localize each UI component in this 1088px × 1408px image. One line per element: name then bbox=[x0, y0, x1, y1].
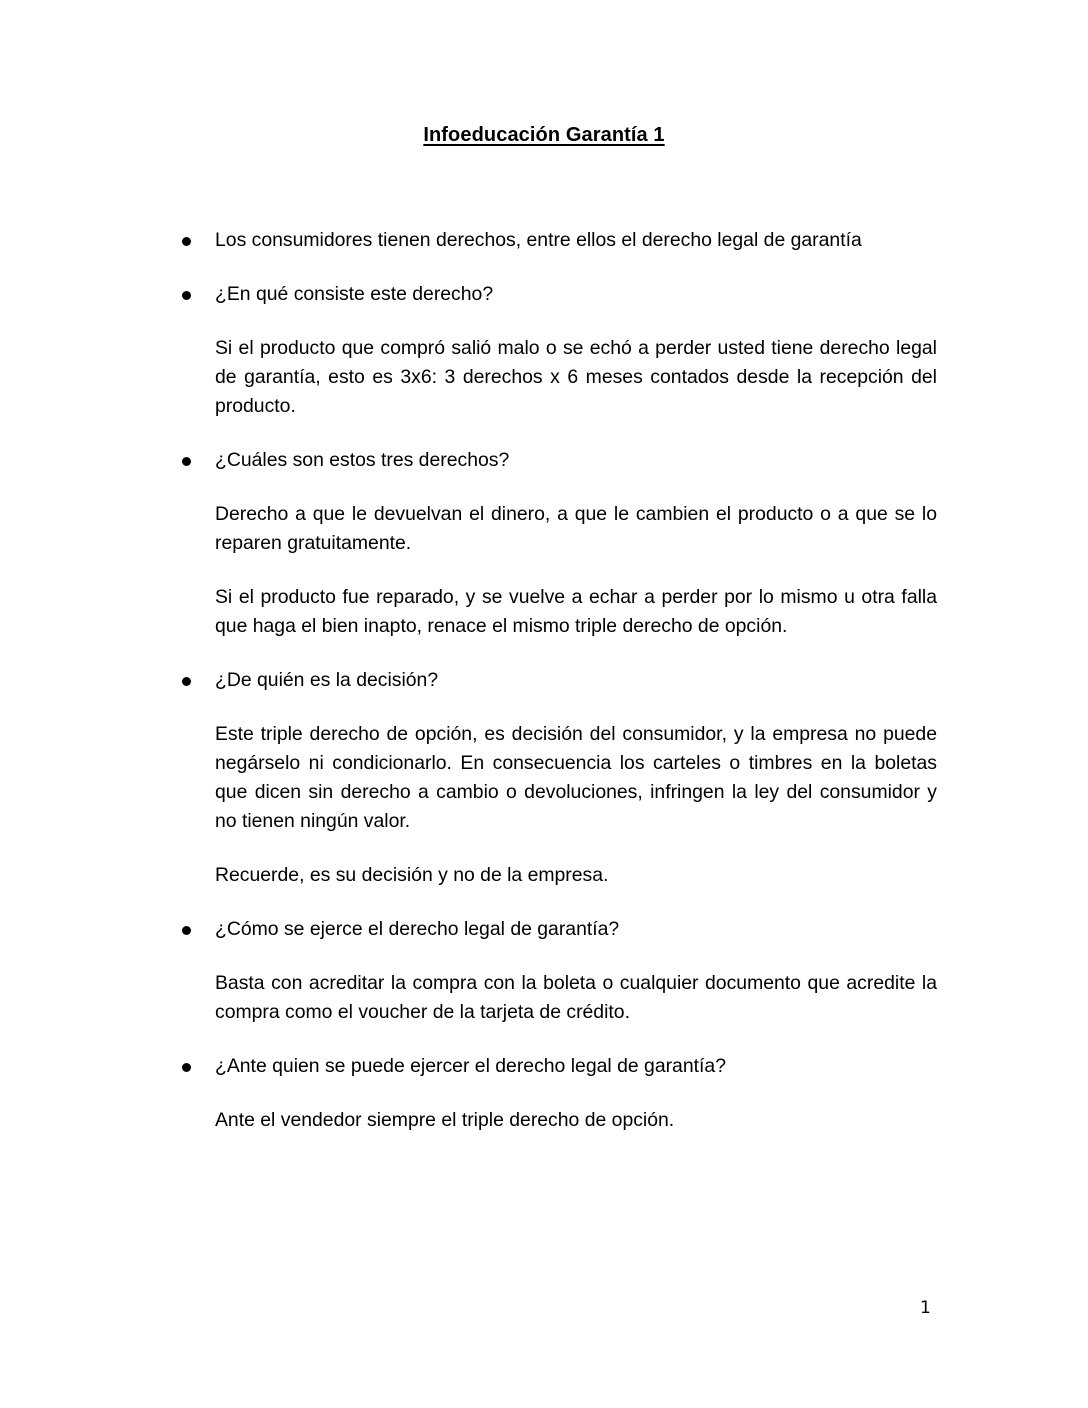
list-item bbox=[215, 280, 937, 421]
bullet-icon bbox=[182, 677, 191, 686]
bullet-icon bbox=[182, 237, 191, 246]
answer-paragraph: Basta con acreditar la compra con la boleta o cualquier documento que acredite la compra como el voucher de la tarjeta de crédito. bbox=[215, 972, 937, 1023]
question-text: ¿De quién es la decisión? bbox=[215, 669, 439, 691]
bullet-icon bbox=[182, 457, 191, 466]
question-text: ¿Cómo se ejerce el derecho legal de garantía? bbox=[215, 918, 620, 940]
answer-paragraph: Si el producto fue reparado, y se vuelve a echar a perder por lo mismo u otra falla que haga el bien inapto, renace el mismo triple derecho de opción. bbox=[215, 586, 937, 637]
page-number: 1 bbox=[920, 1298, 931, 1318]
answer-paragraph: Este triple derecho de opción, es decisión del consumidor, y la empresa no puede negárselo ni condicionarlo. En consecuencia los carteles o timbres en la boletas que dicen sin derecho a cambio o devoluciones, infringen la ley del consumidor y no tienen ningún valor. bbox=[215, 723, 937, 832]
document-title: Infoeducación Garantía 1 bbox=[423, 124, 665, 146]
list-item bbox=[215, 226, 937, 255]
bullet-text: Los consumidores tienen derechos, entre ellos el derecho legal de garantía bbox=[215, 229, 862, 251]
answer-paragraph: Recuerde, es su decisión y no de la empresa. bbox=[215, 864, 609, 886]
list-item bbox=[215, 446, 937, 641]
document-body bbox=[215, 226, 937, 1160]
answer-paragraph: Si el producto que compró salió malo o se echó a perder usted tiene derecho legal de garantía, esto es 3x6: 3 derechos x 6 meses contados desde la recepción del producto. bbox=[215, 337, 937, 417]
bullet-icon bbox=[182, 1063, 191, 1072]
list-item bbox=[215, 666, 937, 890]
list-item bbox=[215, 915, 937, 1027]
bullet-icon bbox=[182, 926, 191, 935]
bullet-icon bbox=[182, 291, 191, 300]
question-text: ¿En qué consiste este derecho? bbox=[215, 283, 494, 305]
list-item bbox=[215, 1052, 937, 1135]
answer-paragraph: Derecho a que le devuelvan el dinero, a que le cambien el producto o a que se lo reparen gratuitamente. bbox=[215, 503, 937, 554]
question-text: ¿Ante quien se puede ejercer el derecho legal de garantía? bbox=[215, 1055, 726, 1077]
answer-paragraph: Ante el vendedor siempre el triple derecho de opción. bbox=[215, 1109, 675, 1131]
question-text: ¿Cuáles son estos tres derechos? bbox=[215, 449, 510, 471]
